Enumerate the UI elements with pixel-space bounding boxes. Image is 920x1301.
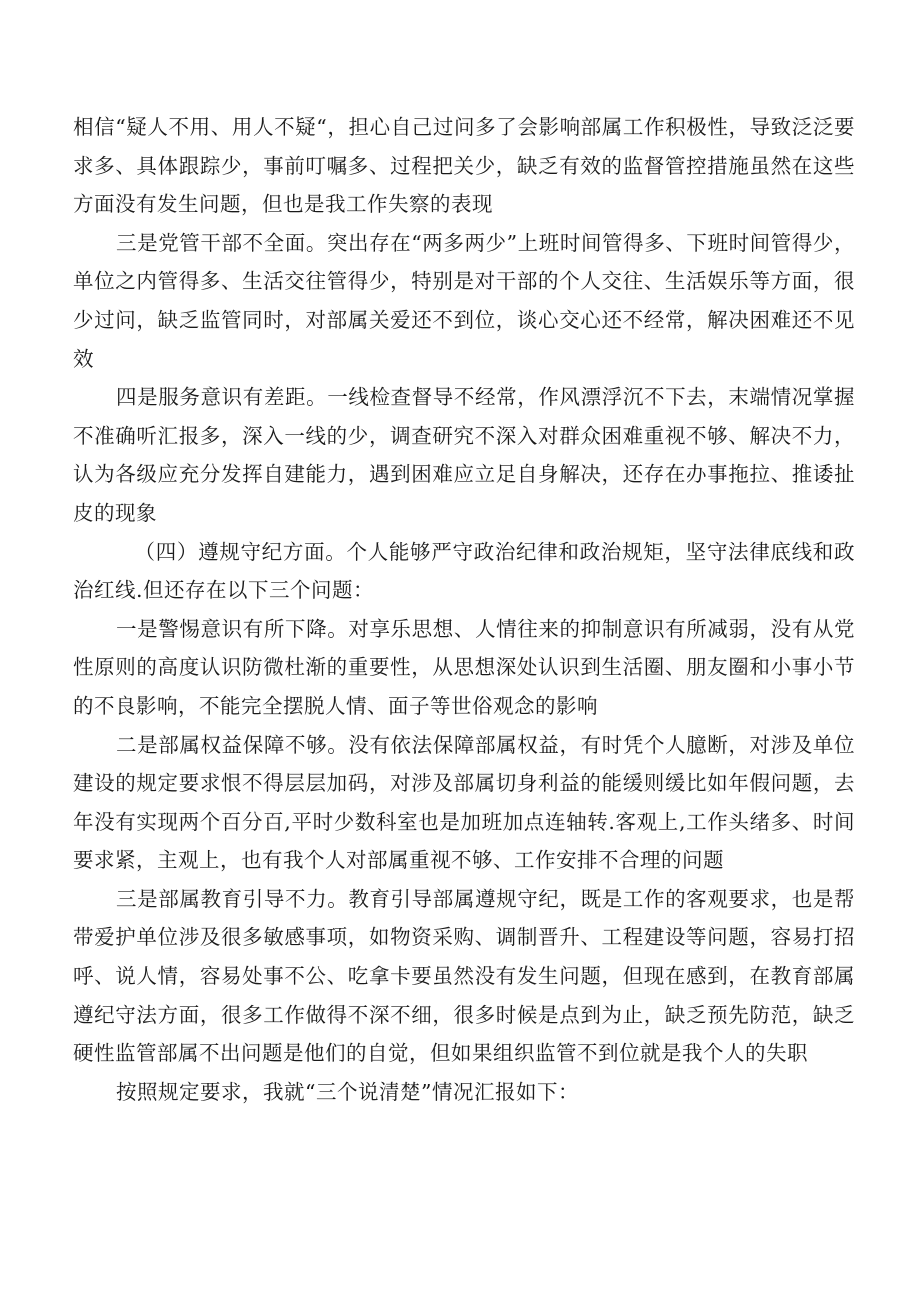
section-heading-discipline: （四）遵规守纪方面。个人能够严守政治纪律和政治规矩，坚守法律底线和政治红线.但还存在以下三个问题： [73,539,855,603]
paragraph-education-guidance: 三是部属教育引导不力。教育引导部属遵规守纪，既是工作的客观要求，也是帮带爱护单位涉及很多敏感事项，如物资采购、调制晋升、工程建设等问题，容易打招呼、说人情，容易处事不公、吃拿卡要虽然没有发生问题，但现在感到，在教育部属遵纪守法方面，很多工作做得不深不细，很多时候是点到为止，缺乏预先防范，缺乏硬性监管部属不出问题是他们的自觉，但如果组织监管不到位就是我个人的失职 [73,886,855,1066]
document-body [73,108,855,1111]
paragraph-continuation: 相信“疑人不用、用人不疑“，担心自己过问多了会影响部属工作积极性，导致泛泛要求多、具体跟踪少，事前叮嘱多、过程把关少，缺乏有效的监督管控措施虽然在这些方面没有发生问题，但也是我工作失察的表现 [73,115,855,217]
paragraph-vigilance: 一是警惕意识有所下降。对享乐思想、人情往来的抑制意识有所减弱，没有从党性原则的高度认识防微杜渐的重要性，从思想深处认识到生活圈、朋友圈和小事小节的不良影响，不能完全摆脱人情、面子等世俗观念的影响 [73,616,855,718]
paragraph-subordinate-rights: 二是部属权益保障不够。没有依法保障部属权益，有时凭个人臆断，对涉及单位建设的规定要求恨不得层层加码，对涉及部属切身利益的能缓则缓比如年假问题，去年没有实现两个百分百,平时少数科室也是加班加点连轴转.客观上,工作头绪多、时间要求紧，主观上，也有我个人对部属重视不够、工作安排不合理的问题 [73,732,855,873]
paragraph-cadre-management: 三是党管干部不全面。突出存在“两多两少”上班时间管得多、下班时间管得少，单位之内管得多、生活交往管得少，特别是对干部的个人交往、生活娱乐等方面，很少过问，缺乏监管同时，对部属关爱还不到位，谈心交心还不经常，解决困难还不见效 [73,230,855,371]
paragraph-report-intro: 按照规定要求，我就“三个说清楚”情况汇报如下： [116,1079,580,1104]
paragraph-service-awareness: 四是服务意识有差距。一线检查督导不经常，作风漂浮沉不下去，末端情况掌握不准确听汇报多，深入一线的少，调查研究不深入对群众困难重视不够、解决不力，认为各级应充分发挥自建能力，遇到困难应立足自身解决，还存在办事拖拉、推诿扯皮的现象 [73,385,855,525]
